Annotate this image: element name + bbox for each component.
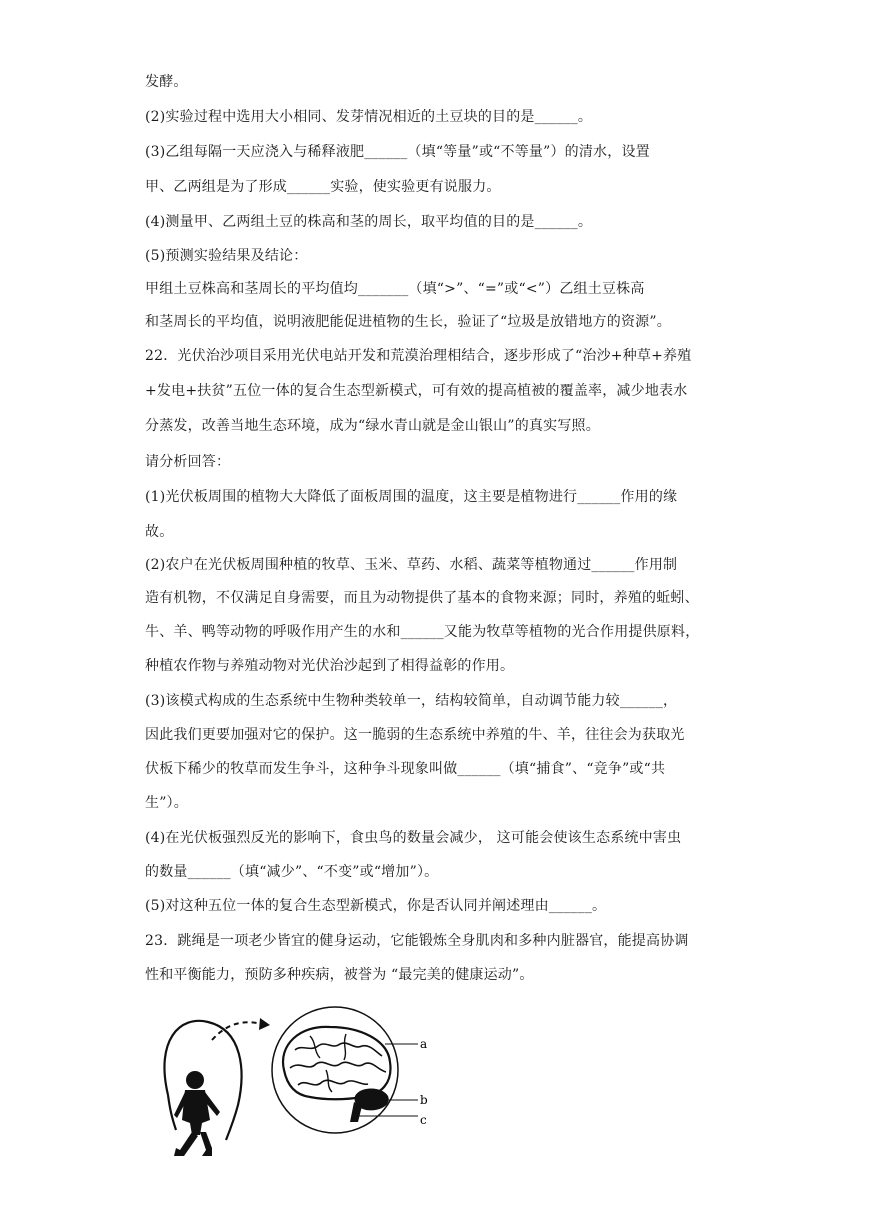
label-b: b: [420, 1093, 428, 1107]
text-line: (2)农户在光伏板周围种植的牧草、玉米、草药、水稻、蔬菜等植物通过______作用制: [145, 557, 678, 573]
text-line: (3)乙组每隔一天应浇入与稀释液肥______（填“等量”或“不等量”）的清水，设置: [145, 144, 650, 160]
text-line: +发电+扶贫”五位一体的复合生态型新模式，可有效的提高植被的覆盖率，减少地表水: [145, 383, 688, 399]
text-line: (4)测量甲、乙两组土豆的株高和茎的周长，取平均值的目的是______。: [145, 214, 593, 230]
text-line: (5)预测实验结果及结论：: [145, 248, 308, 264]
question-22: 22．光伏治沙项目采用光伏电站开发和荒漠治理相结合，逐步形成了“治沙+种草+养殖: [145, 348, 692, 364]
jump-rope-brain-figure: [150, 1000, 450, 1170]
text-line: 生”）。: [145, 795, 188, 811]
text-line: 种植农作物与养殖动物对光伏治沙起到了相得益彰的作用。: [145, 658, 515, 674]
text-line: 故。: [145, 524, 174, 540]
text-line: (5)对这种五位一体的复合生态型新模式，你是否认同并阐述理由______。: [145, 898, 607, 914]
text-line: 分蒸发，改善当地生态环境，成为“绿水青山就是金山银山”的真实写照。: [145, 418, 600, 434]
text-line: 发酵。: [145, 74, 188, 90]
text-line: (3)该模式构成的生态系统中生物种类较单一，结构较简单，自动调节能力较______，: [145, 693, 678, 709]
text-line: 牛、羊、鸭等动物的呼吸作用产生的水和______又能为牧草等植物的光合作用提供原料，: [145, 624, 700, 640]
text-line: (2)实验过程中选用大小相同、发芽情况相近的土豆块的目的是______。: [145, 109, 593, 125]
text-line: 甲组土豆株高和茎周长的平均值均_______（填“>”、“=”或“<”）乙组土豆株高: [145, 281, 645, 297]
text-line: 甲、乙两组是为了形成______实验，使实验更有说服力。: [145, 179, 501, 195]
label-a: a: [420, 1037, 428, 1051]
label-c: c: [420, 1113, 427, 1127]
text-line: 性和平衡能力，预防多种疾病，被誉为 “最完美的健康运动”。: [145, 967, 534, 983]
text-line: (4)在光伏板强烈反光的影响下，食虫鸟的数量会减少， 这可能会使该生态系统中害虫: [145, 830, 682, 846]
jump-rope-person-icon: [164, 1021, 241, 1156]
text-line: 伏板下稀少的牧草而发生争斗，这种争斗现象叫做______（填“捕食”、“竞争”或“共: [145, 761, 666, 777]
text-line: (1)光伏板周围的植物大大降低了面板周围的温度，这主要是植物进行______作用的缘: [145, 489, 678, 505]
text-line: 请分析回答：: [145, 454, 231, 470]
text-line: 因此我们更要加强对它的保护。这一脆弱的生态系统中养殖的牛、羊，往往会为获取光: [145, 727, 685, 743]
text-line: 的数量______（填“减少”、“不变”或“增加”）。: [145, 864, 439, 880]
text-line: 造有机物，不仅满足自身需要，而且为动物提供了基本的食物来源；同时，养殖的蚯蚓、: [145, 590, 699, 606]
text-line: 和茎周长的平均值，说明液肥能促进植物的生长，验证了“垃圾是放错地方的资源”。: [145, 314, 671, 330]
question-23: 23．跳绳是一项老少皆宜的健身运动，它能锻炼全身肌肉和多种内脏器官，能提高协调: [145, 933, 689, 949]
